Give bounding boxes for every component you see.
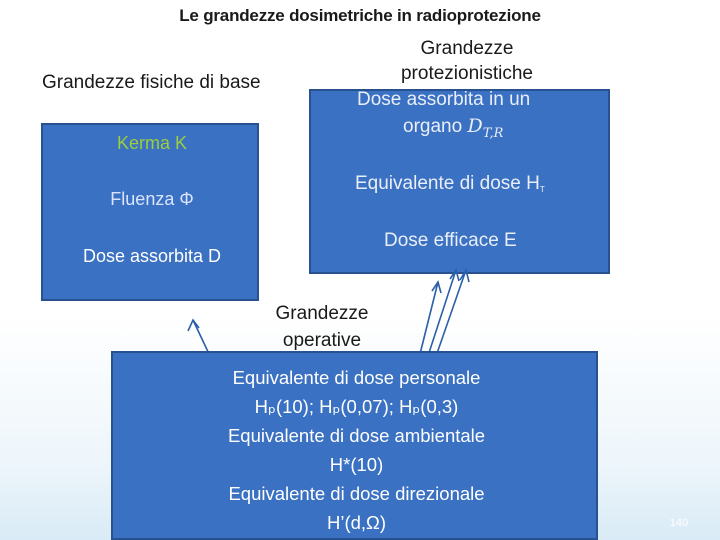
ambient-dose-equivalent-label: Equivalente di dose ambientale	[227, 425, 486, 446]
organ-dose-symbol: D	[467, 115, 483, 137]
protection-quantities-heading: Grandezze protezionistiche	[400, 38, 534, 84]
absorbed-dose-label: Dose assorbita D	[82, 246, 222, 266]
directional-dose-equivalent-label: Equivalente di dose direzionale	[228, 483, 485, 504]
directional-dose-equivalent-value: H’(d,Ω)	[326, 512, 387, 533]
ambient-dose-equivalent-value: H*(10)	[329, 454, 384, 475]
kerma-label: Kerma K	[116, 133, 188, 153]
operational-quantities-list	[113, 363, 600, 537]
equivalent-dose-symbol: H	[526, 173, 540, 194]
organ-dose-label-line1: Dose assorbita in un	[357, 89, 531, 110]
organ-word: organo	[403, 116, 463, 137]
organ-dose-subscript: T,R	[482, 126, 504, 141]
fluence-label: Fluenza Φ	[110, 189, 194, 209]
slide-title: Le grandezze dosimetriche in radioprotezione	[179, 6, 541, 25]
base-quantities-heading: Grandezze fisiche di base	[42, 72, 261, 93]
operational-quantities-heading: Grandezze operative	[275, 303, 369, 351]
personal-dose-equivalent-label: Equivalente di dose personale	[232, 367, 481, 388]
page-number: 140	[669, 517, 689, 529]
equivalent-dose-text: Equivalente di dose	[355, 173, 521, 194]
effective-dose-label: Dose efficace E	[384, 230, 517, 251]
equivalent-dose-subscript: T	[539, 185, 545, 194]
personal-dose-equivalent-values: Hₚ(10); Hₚ(0,07); Hₚ(0,3)	[254, 396, 459, 417]
operational-quantities-box	[111, 351, 598, 540]
arrow-operative-to-protection-2	[426, 270, 456, 362]
arrow-operative-to-protection-1	[418, 282, 438, 362]
